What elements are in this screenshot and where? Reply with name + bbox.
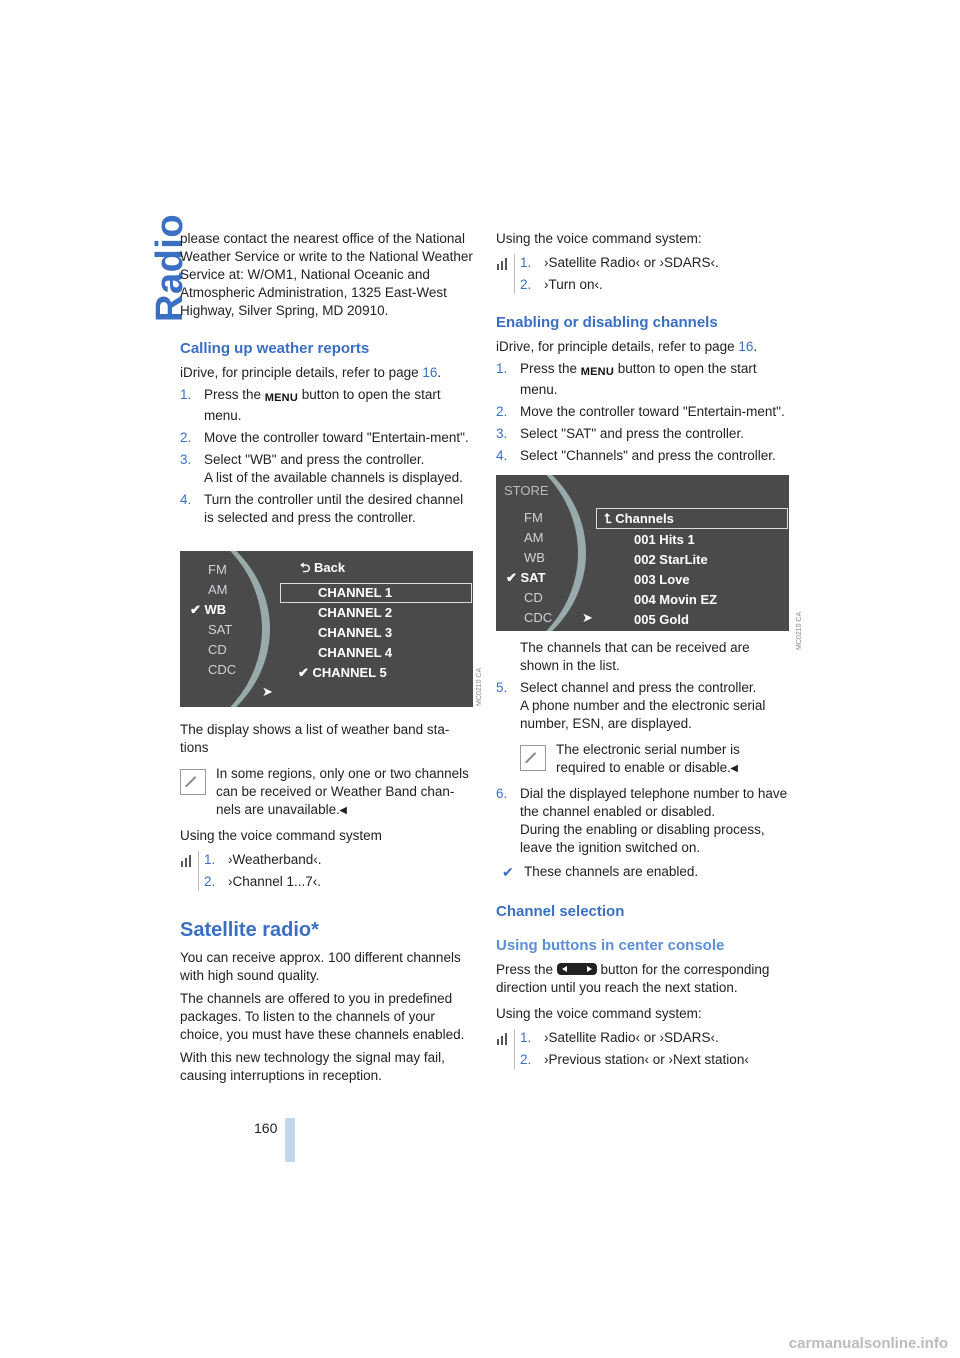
voice-item: 2. ›Turn on‹.: [520, 277, 603, 292]
right-column: [496, 230, 792, 1083]
note-icon: [180, 769, 206, 795]
weather-steps: [180, 386, 476, 527]
enable-steps-continued: [496, 639, 792, 733]
step-item: 2. Move the controller toward "Entertain-ment".: [496, 404, 785, 419]
image-code: MC0210 CA: [476, 667, 483, 706]
voice-command-icon: [496, 258, 510, 272]
weather-band-screen: ⮌ Back FM AM ✔ WB SAT CD CDC ➤ CHANNEL 1 CHANNEL 2 CHANNEL 3 CHANNEL 4 ✔ CHANNEL 5: [180, 551, 473, 707]
arrow-buttons-icon: [557, 963, 597, 975]
sat-paragraph-1: You can receive approx. 100 different channels with high sound quality.: [180, 950, 461, 983]
voice-commands: [180, 851, 476, 891]
press-text: Press the button for the corresponding direction until you reach the next station.: [496, 962, 770, 995]
intro-paragraph: please contact the nearest office of the National Weather Service or write to the National Weather Service at: W/OM1, National Oceanic and Atmospheric Administration, 1325 East-West Highway, Silver Spring, MD 20910.: [180, 231, 473, 318]
step-item: 2. Move the controller toward "Entertain-ment".: [180, 430, 469, 445]
menu-button-icon: MENU: [264, 392, 298, 404]
voice-command-icon: [180, 855, 194, 869]
selection-heading: Channel selection: [496, 903, 625, 920]
enable-steps-final: [496, 785, 792, 857]
left-column: [180, 230, 476, 1090]
image-code: MC0210 CA: [796, 611, 803, 650]
chapter-title: Radio: [149, 213, 191, 322]
voice-command-icon: [496, 1033, 510, 1047]
display-text: The display shows a list of weather band sta-tions: [180, 722, 450, 755]
step-item: 3. Select "SAT" and press the controller.: [496, 426, 744, 441]
weather-heading: Calling up weather reports: [180, 340, 370, 357]
idrive-reference: iDrive, for principle details, refer to page 16.: [180, 365, 442, 380]
checkmark-icon: ✔: [502, 864, 514, 880]
note-box: The electronic serial number is required to enable or disable.◂: [520, 741, 792, 777]
enable-steps: [496, 360, 792, 465]
enable-heading: Enabling or disabling channels: [496, 314, 718, 331]
sat-paragraph-3: With this new technology the signal may fail, causing interruptions in reception.: [180, 1050, 445, 1083]
footer-watermark: carmanualsonline.info: [788, 1335, 948, 1352]
voice-intro: Using the voice command system:: [496, 231, 702, 246]
voice-commands: [496, 254, 792, 294]
menu-button-icon: MENU: [580, 366, 614, 378]
step-item: 4. Select "Channels" and press the controller.: [496, 448, 776, 463]
idrive-reference: iDrive, for principle details, refer to page 16.: [496, 339, 758, 354]
voice-item: 2. ›Previous station‹ or ›Next station‹: [520, 1052, 749, 1067]
step-item: 1. Press the MENU button to open the start menu.: [180, 387, 441, 423]
sat-paragraph-2: The channels are offered to you in predefined packages. To listen to the channels of your choice, you must have these channels enabled.: [180, 991, 465, 1042]
voice-item: 1. ›Satellite Radio‹ or ›SDARS‹.: [520, 1030, 719, 1045]
note-box: In some regions, only one or two channels can be received or Weather Band chan-nels are unavailable.◂: [180, 765, 476, 819]
page-number: 160: [254, 1120, 278, 1136]
result-line: ✔ These channels are enabled.: [502, 864, 699, 880]
voice-item: 1. ›Satellite Radio‹ or ›SDARS‹.: [520, 255, 719, 270]
voice-intro: Using the voice command system: [180, 828, 382, 843]
note-icon: [520, 745, 546, 771]
satellite-heading: Satellite radio*: [180, 919, 319, 941]
back-item: ⮌ Back: [300, 560, 346, 575]
buttons-heading: Using buttons in center console: [496, 937, 725, 954]
sat-channels-screen: STORE FM AM WB ✔ SAT CD CDC ➤ ⮤ Channels 001 Hits 1 002 StarLite 003 Love 004 Movin EZ 005 Gold: [496, 475, 789, 631]
voice-item: 2. ›Channel 1...7‹.: [204, 874, 322, 889]
page-link[interactable]: 16: [738, 339, 754, 354]
page-marker-bar: [285, 1118, 295, 1162]
step-item: 6. Dial the displayed telephone number to have the channel enabled or disabled. During the enabling or disabling process, leave the ignition switched on.: [496, 786, 788, 855]
voice-item: 1. ›Weatherband‹.: [204, 852, 322, 867]
page-link[interactable]: 16: [422, 365, 438, 380]
voice-intro: Using the voice command system:: [496, 1006, 702, 1021]
step-item: 4. Turn the controller until the desired channel is selected and press the controller.: [180, 492, 464, 525]
voice-commands: [496, 1029, 792, 1069]
list-text: The channels that can be received are shown in the list.: [520, 640, 750, 673]
step-item: 5. Select channel and press the controller. A phone number and the electronic serial number, ESN, are displayed.: [496, 680, 766, 731]
step-item: 1. Press the MENU button to open the start menu.: [496, 361, 757, 397]
step-item: 3. Select "WB" and press the controller. A list of the available channels is displayed.: [180, 452, 463, 485]
